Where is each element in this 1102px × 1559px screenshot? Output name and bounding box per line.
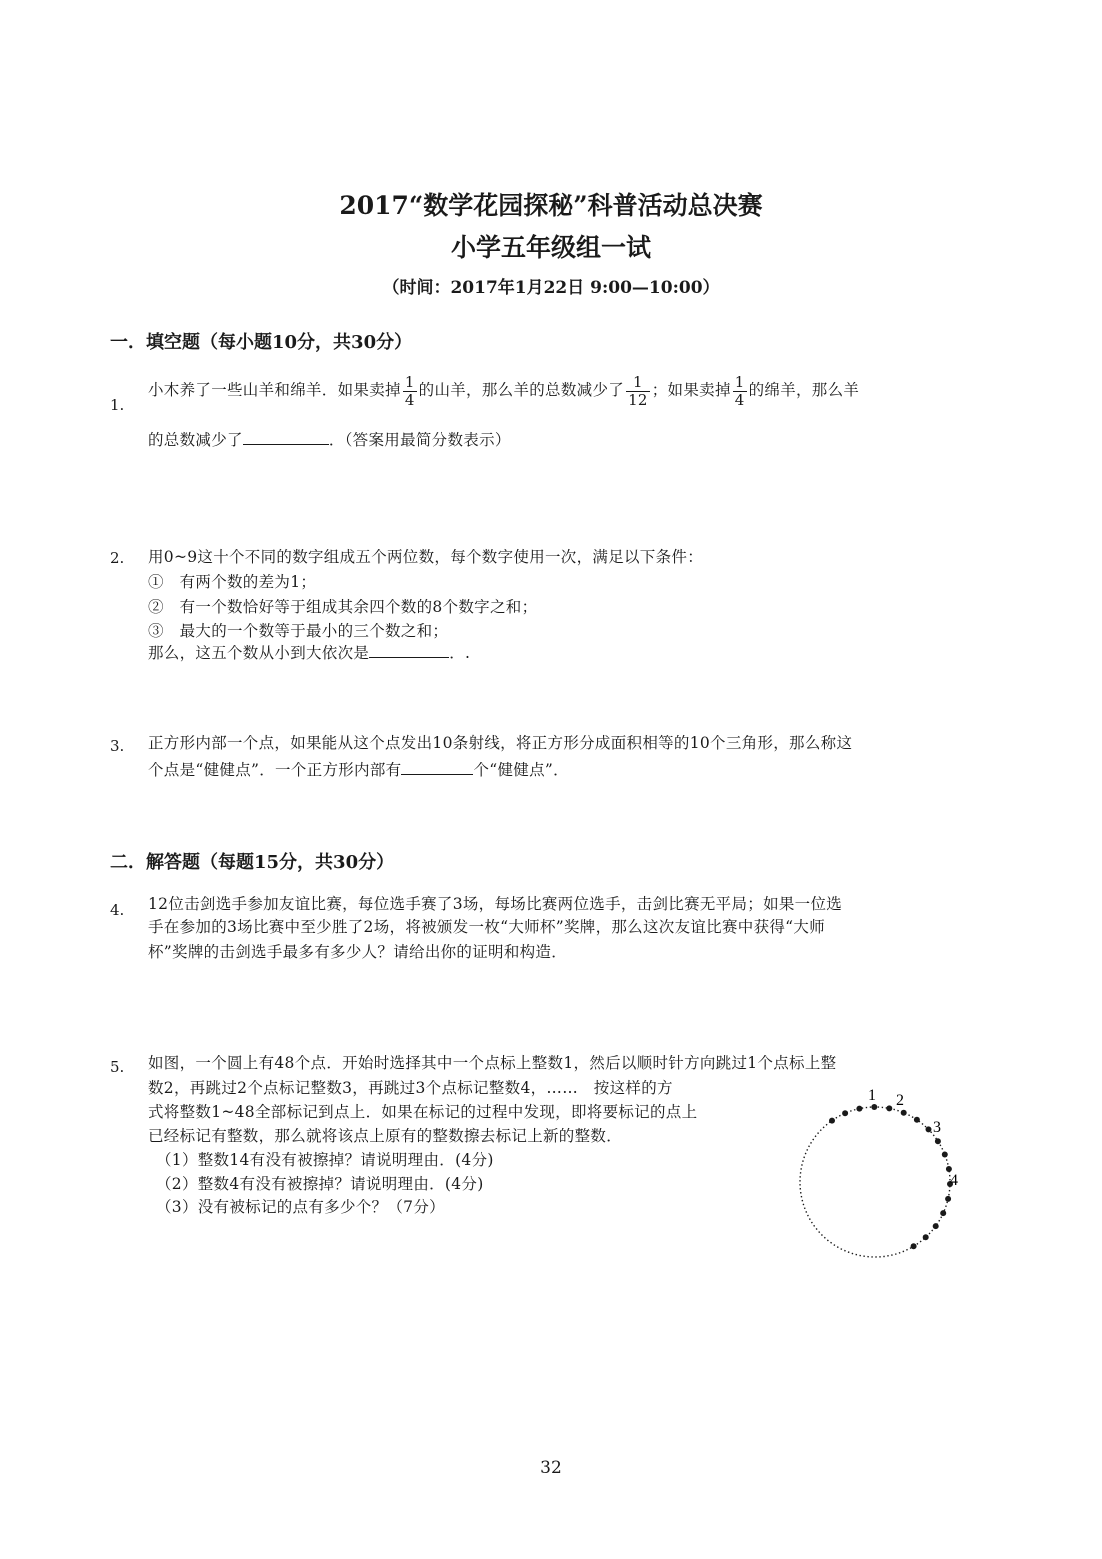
marked-point [911, 1243, 917, 1249]
figure-label-2: 2 [896, 1092, 904, 1109]
q5-subquestion-2: （2）整数4有没有被擦掉？请说明理由．(4分) [156, 1175, 484, 1193]
q4-line-1: 12位击剑选手参加友谊比赛，每位选手赛了3场，每场比赛两位选手，击剑比赛无平局；如果一位选 [148, 895, 843, 913]
q1-number: 1. [110, 396, 125, 414]
marked-point [933, 1223, 939, 1229]
title-line-1: 2017“数学花园探秘”科普活动总决赛 [339, 191, 763, 220]
figure-label-3: 3 [933, 1119, 941, 1136]
q1-text-a: 小木养了一些山羊和绵羊．如果卖掉 [148, 381, 401, 399]
marked-point [926, 1126, 932, 1132]
q4-line-3: 杯”奖牌的击剑选手最多有多少人？请给出你的证明和构造． [148, 943, 568, 961]
fraction-one-twelfth: $\frac{1}{12}$ [628, 373, 648, 409]
circle-figure [780, 1080, 980, 1270]
marked-point [914, 1117, 920, 1123]
marked-point [842, 1110, 848, 1116]
q5-subquestion-1: （1）整数14有没有被擦掉？请说明理由．(4分) [156, 1151, 494, 1169]
q2-number: 2. [110, 549, 125, 567]
q1-line-2 [148, 428, 511, 450]
page-number: 32 [540, 1458, 562, 1478]
figure-label-1: 1 [868, 1087, 876, 1104]
title-line-2: 小学五年级组一试 [450, 233, 651, 262]
q4-number: 4. [110, 901, 125, 919]
marked-point [856, 1106, 862, 1112]
q1-text-e: 的总数减少了 [148, 431, 243, 449]
marked-point [923, 1234, 929, 1240]
q3-line-1: 正方形内部一个点，如果能从这个点发出10条射线，将正方形分成面积相等的10个三角形，那么称这 [148, 734, 853, 752]
q4-line-2: 手在参加的3场比赛中至少胜了2场，将被颁发一枚“大师杯”奖牌，那么这次友谊比赛中获得“大师 [148, 918, 825, 936]
q1-text-b: 的山羊，那么羊的总数减少了 [418, 381, 625, 399]
marked-point [886, 1105, 892, 1111]
marked-point [942, 1152, 948, 1158]
q5-line-1: 如图，一个圆上有48个点．开始时选择其中一个点标上整数1，然后以顺时针方向跳过1个点标上整 [148, 1054, 837, 1072]
exam-time: （时间：2017年1月22日 9:00—10:00） [382, 278, 720, 298]
fraction-one-quarter: $\frac{1}{4}$ [404, 373, 415, 409]
marked-point [940, 1210, 946, 1216]
q3-number: 3. [110, 737, 125, 755]
q1-text-f: ．（答案用最简分数表示） [328, 431, 511, 449]
q5-line-4: 已经标记有整数，那么就将该点上原有的整数擦去标记上新的整数． [148, 1127, 623, 1145]
q2-ending: 那么，这五个数从小到大依次是 ．. [148, 644, 471, 662]
q5-subquestion-3: （3）没有被标记的点有多少个？（7分） [156, 1198, 445, 1216]
marked-point [901, 1110, 907, 1116]
q1-text-d: 的绵羊，那么羊 [748, 381, 860, 399]
q2-condition-3: ③ 最大的一个数等于最小的三个数之和； [148, 622, 449, 640]
q3-answer-blank[interactable] [401, 762, 473, 775]
section-2-heading: 二．解答题（每题15分，共30分） [110, 852, 395, 873]
q1-line-1 [148, 374, 859, 408]
q5-line-2: 数2，再跳过2个点标记整数3，再跳过3个点标记整数4，…… 按这样的方 [148, 1079, 673, 1097]
marked-point [829, 1118, 835, 1124]
q5-line-3: 式将整数1~48全部标记到点上．如果在标记的过程中发现，即将要标记的点上 [148, 1103, 698, 1121]
section-1-heading: 一．填空题（每小题10分，共30分） [110, 332, 413, 353]
q2-condition-1: ① 有两个数的差为1； [148, 573, 317, 591]
marked-point [871, 1104, 877, 1110]
q2-answer-blank[interactable] [369, 645, 449, 658]
q1-answer-blank[interactable] [243, 432, 329, 445]
fraction-one-quarter-2: $\frac{1}{4}$ [734, 373, 745, 409]
q1-text-c: ；如果卖掉 [651, 381, 731, 399]
q2-intro: 用0~9这十个不同的数字组成五个两位数，每个数字使用一次，满足以下条件： [148, 548, 704, 566]
q5-number: 5. [110, 1058, 125, 1076]
marked-point [935, 1138, 941, 1144]
figure-label-4: 4 [950, 1172, 958, 1189]
marked-point [945, 1196, 951, 1202]
q2-condition-2: ② 有一个数恰好等于组成其余四个数的8个数字之和； [148, 598, 538, 616]
q3-line-2: 个点是“健健点”．一个正方形内部有 个“健健点”． [148, 761, 569, 779]
